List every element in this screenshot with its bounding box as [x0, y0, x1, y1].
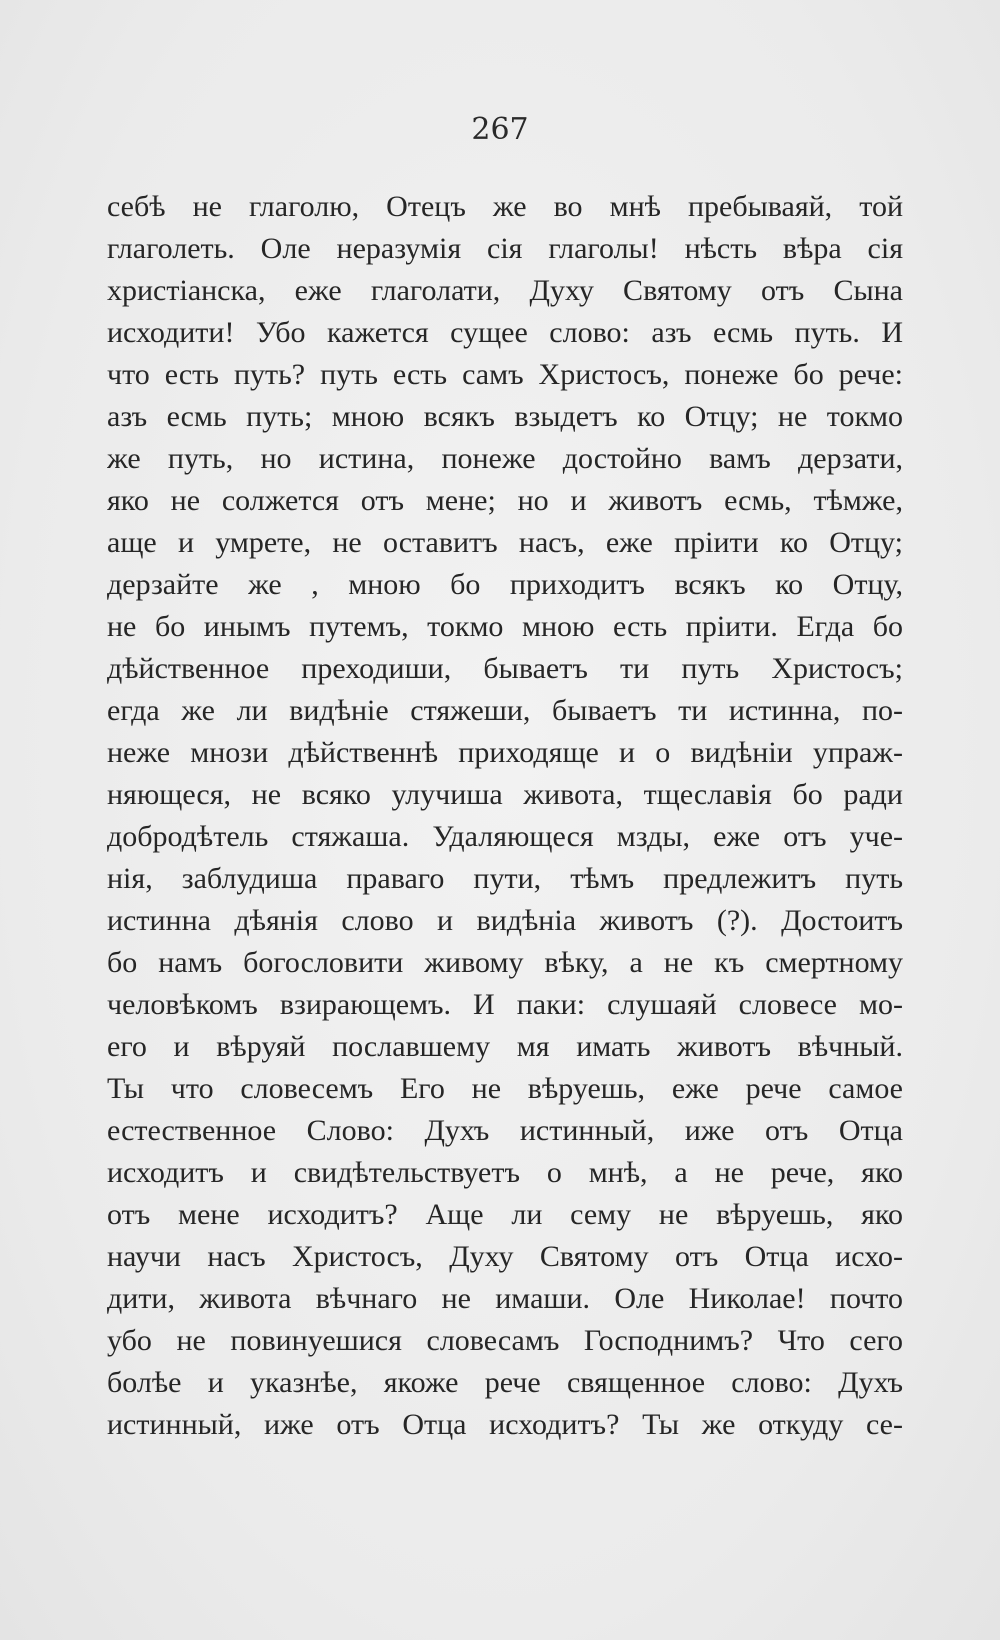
- text-line: его и вѣруяй пославшему мя имать животъ вѣчный.: [107, 1030, 903, 1063]
- text-line: научи насъ Христосъ, Духу Святому отъ Отца исхо-: [107, 1240, 903, 1273]
- text-line: не бо инымъ путемъ, токмо мною есть пріити. Егда бо: [107, 610, 903, 643]
- text-line: яко не солжется отъ мене; но и животъ есмь, тѣмже,: [107, 484, 903, 517]
- page-number: 267: [471, 112, 529, 147]
- text-line: болѣе и указнѣе, якоже рече священное слово: Духъ: [107, 1366, 903, 1399]
- text-line: няющеся, не всяко улучиша живота, тщеславія бо ради: [107, 778, 903, 811]
- text-line: исходитъ и свидѣтельствуетъ о мнѣ, а не рече, яко: [107, 1156, 903, 1189]
- text-line: аще и умрете, не оставитъ насъ, еже пріити ко Отцу;: [107, 526, 903, 559]
- text-line: неже мнози дѣйственнѣ приходяще и о видѣніи упраж-: [107, 736, 903, 769]
- text-line: бо намъ богословити живому вѣку, а не къ смертному: [107, 946, 903, 979]
- text-line: азъ есмь путь; мною всякъ взыдетъ ко Отцу; не токмо: [107, 400, 903, 433]
- body-text: [107, 186, 903, 1446]
- text-line: себѣ не глаголю, Отецъ же во мнѣ пребываяй, той: [107, 190, 903, 223]
- text-line: человѣкомъ взирающемъ. И паки: слушаяй словесе мо-: [107, 988, 903, 1021]
- text-line: отъ мене исходитъ? Аще ли сему не вѣруешь, яко: [107, 1198, 903, 1231]
- text-line: дерзайте же , мною бо приходитъ всякъ ко Отцу,: [107, 568, 903, 601]
- text-line: дити, живота вѣчнаго не имаши. Оле Николае! почто: [107, 1282, 903, 1315]
- text-line: нія, заблудиша праваго пути, тѣмъ предлежитъ путь: [107, 862, 903, 895]
- text-line: истинный, иже отъ Отца исходитъ? Ты же откуду се-: [107, 1408, 903, 1441]
- text-line: глаголеть. Оле неразумія сія глаголы! нѣсть вѣра сія: [107, 232, 903, 265]
- text-line: егда же ли видѣніе стяжеши, бываетъ ти истинна, по-: [107, 694, 903, 727]
- text-line: же путь, но истина, понеже достойно вамъ дерзати,: [107, 442, 903, 475]
- text-line: истинна дѣянія слово и видѣніа животъ (?). Достоитъ: [107, 904, 903, 937]
- text-line: естественное Слово: Духъ истинный, иже отъ Отца: [107, 1114, 903, 1147]
- text-line: дѣйственное преходиши, бываетъ ти путь Христосъ;: [107, 652, 903, 685]
- text-line: что есть путь? путь есть самъ Христосъ, понеже бо рече:: [107, 358, 903, 391]
- text-line: убо не повинуешися словесамъ Господнимъ? Что сего: [107, 1324, 903, 1357]
- text-line: Ты что словесемъ Его не вѣруешь, еже рече самое: [107, 1072, 903, 1105]
- text-line: добродѣтель стяжаша. Удаляющеся мзды, еже отъ уче-: [107, 820, 903, 853]
- text-line: христіанска, еже глаголати, Духу Святому отъ Сына: [107, 274, 903, 307]
- text-line: исходити! Убо кажется сущее слово: азъ есмь путь. И: [107, 316, 903, 349]
